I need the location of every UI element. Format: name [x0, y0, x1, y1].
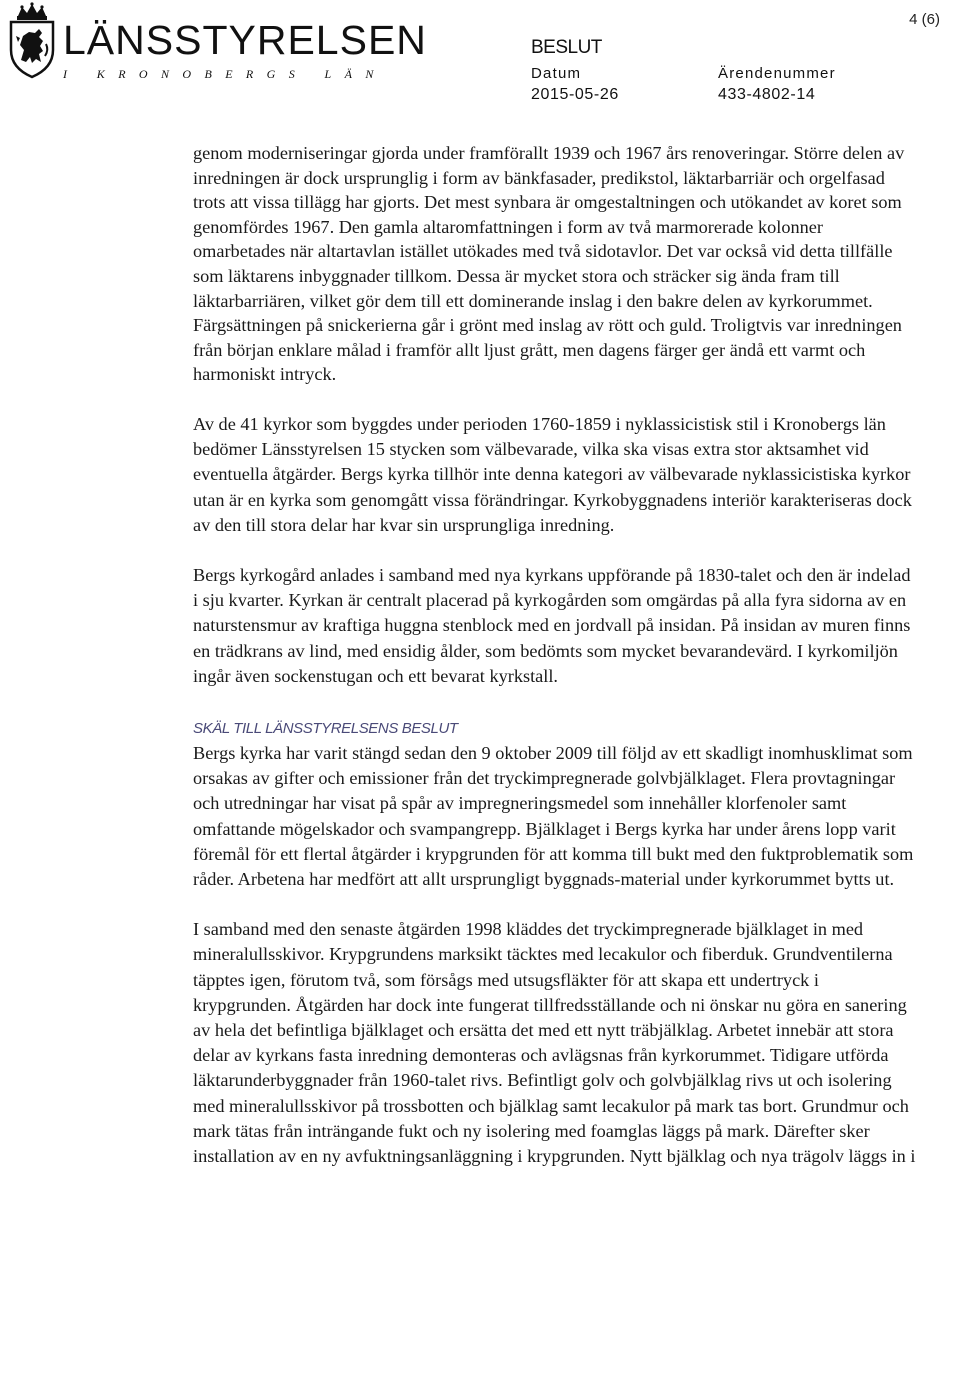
- document-type: BESLUT: [531, 37, 602, 58]
- body-paragraph: Av de 41 kyrkor som byggdes under perioden 1760-1859 i nyklassicistisk stil i Kronobergs län bedömer Länsstyrelsen 15 stycken som välbevarade, vilka ska visas extra stor aktsamhet vid eventuella åtgärder. Bergs kyrka tillhör inte denna kategori av välbevarade nyklassicistiska kyrkor utan är en kyrka som genomgått vissa förändringar. Kyrkobyggnadens interiör karakteriseras dock av den till stora delar har kvar sin ursprungliga inredning.: [193, 413, 912, 535]
- crowned-lion-shield-icon: [5, 2, 59, 80]
- case-number-label: Ärendenummer: [718, 65, 836, 82]
- case-number-value: 433-4802-14: [718, 86, 816, 103]
- date-value: 2015-05-26: [531, 86, 619, 103]
- logo-title: LÄNSSTYRELSEN: [63, 17, 427, 63]
- document-body: [193, 141, 918, 1169]
- body-paragraph: genom moderniseringar gjorda under framförallt 1939 och 1967 års renoveringar. Större delen av inredningen är dock ursprunglig i form av bänkfasader, predikstol, läktarbarriär och orgelfasad trots att vissa tillägg har gjorts. Det mest synbara är omgestaltningen och utökandet av koret som genomfördes 1967. Den gamla altaromfattningen i form av två marmorerade kolonner omarbetades när altartavlan istället utökades med två sidotavlor. Det var också vid detta tillfälle som läktarens inbyggnader tillkom. Dessa är mycket stora och sträcker sig ända fram till läktarbarriären, vilket gör dem till ett dominerande inslag i den bakre delen av kyrkorummet. Färgsättningen på snickerierna går i grönt med inslag av rött och guld. Troligtvis var inredningen från början enklare målad i framför allt ljust grått, men dagens färger ger ändå ett varmt och harmoniskt intryck.: [193, 143, 905, 385]
- body-paragraph: Bergs kyrkogård anlades i samband med nya kyrkans uppförande på 1830-talet och den är indelad i sju kvarter. Kyrkan är centralt placerad på kyrkogården som omgärdas på alla fyra sidorna av en naturstensmur av kraftiga huggna stenblock med en jordvall på insidan. På insidan av muren finns en trädkrans av lind, med ensidig ålder, som bedömts som mycket bevarandevärd. I kyrkomiljön ingår även sockenstugan och ett bevarat kyrkstall.: [193, 564, 911, 686]
- logo-subtitle: I KRONOBERGS LÄN: [63, 67, 387, 81]
- section-paragraph: Bergs kyrka har varit stängd sedan den 9 oktober 2009 till följd av ett skadligt inomhusklimat som orsakas av gifter och emissioner från det tryckimpregnerade golvbjälklaget. Flera provtagningar och utredningar har visat på spår av impregneringsmedel som innehåller klorfenoler samt omfattande mögelskador och svampangrepp. Bjälklaget i Bergs kyrka har under årens lopp varit föremål för ett flertal åtgärder i krypgrunden för att komma till bukt med den fuktproblematik som råder. Arbetena har medfört att allt ursprungligt byggnads-material under kyrkorummet bytts ut.: [193, 742, 914, 889]
- date-label: Datum: [531, 65, 582, 82]
- lansstyrelsen-logo: [5, 2, 427, 82]
- section-heading: SKÄL TILL LÄNSSTYRELSENS BESLUT: [193, 719, 458, 737]
- section-paragraph: I samband med den senaste åtgärden 1998 kläddes det tryckimpregnerade bjälklaget in med mineralullsskivor. Krypgrundens marksikt täcktes med lecakulor och fiberduk. Grundventilerna täpptes igen, förutom två, som försågs med utsugsfläkter för att skapa ett undertryck i krypgrunden. Åtgärden har dock inte fungerat tillfredsställande och ni önskar nu göra en sanering av hela det befintliga bjälklaget och ersätta det med ett nytt träbjälklag. Arbetet innebär att stora delar av kyrkans fasta inredning demonteras och avlägsnas från kyrkorummet. Tidigare utförda läktarunderbyggnader från 1960-talet rivs. Befintligt golv och golvbjälklag rivs ut och isolering med mineralullsskivor på trossbotten och bjälklag samt lecakulor på mark tas bort. Grundmur och mark tätas från inträngande fukt och ny isolering med foamglas läggs på mark. Därefter sker installation av en ny avfuktningsanläggning i krypgrunden. Nytt bjälklag och nya trägolv läggs in i: [193, 919, 916, 1167]
- page-number: 4 (6): [909, 11, 940, 28]
